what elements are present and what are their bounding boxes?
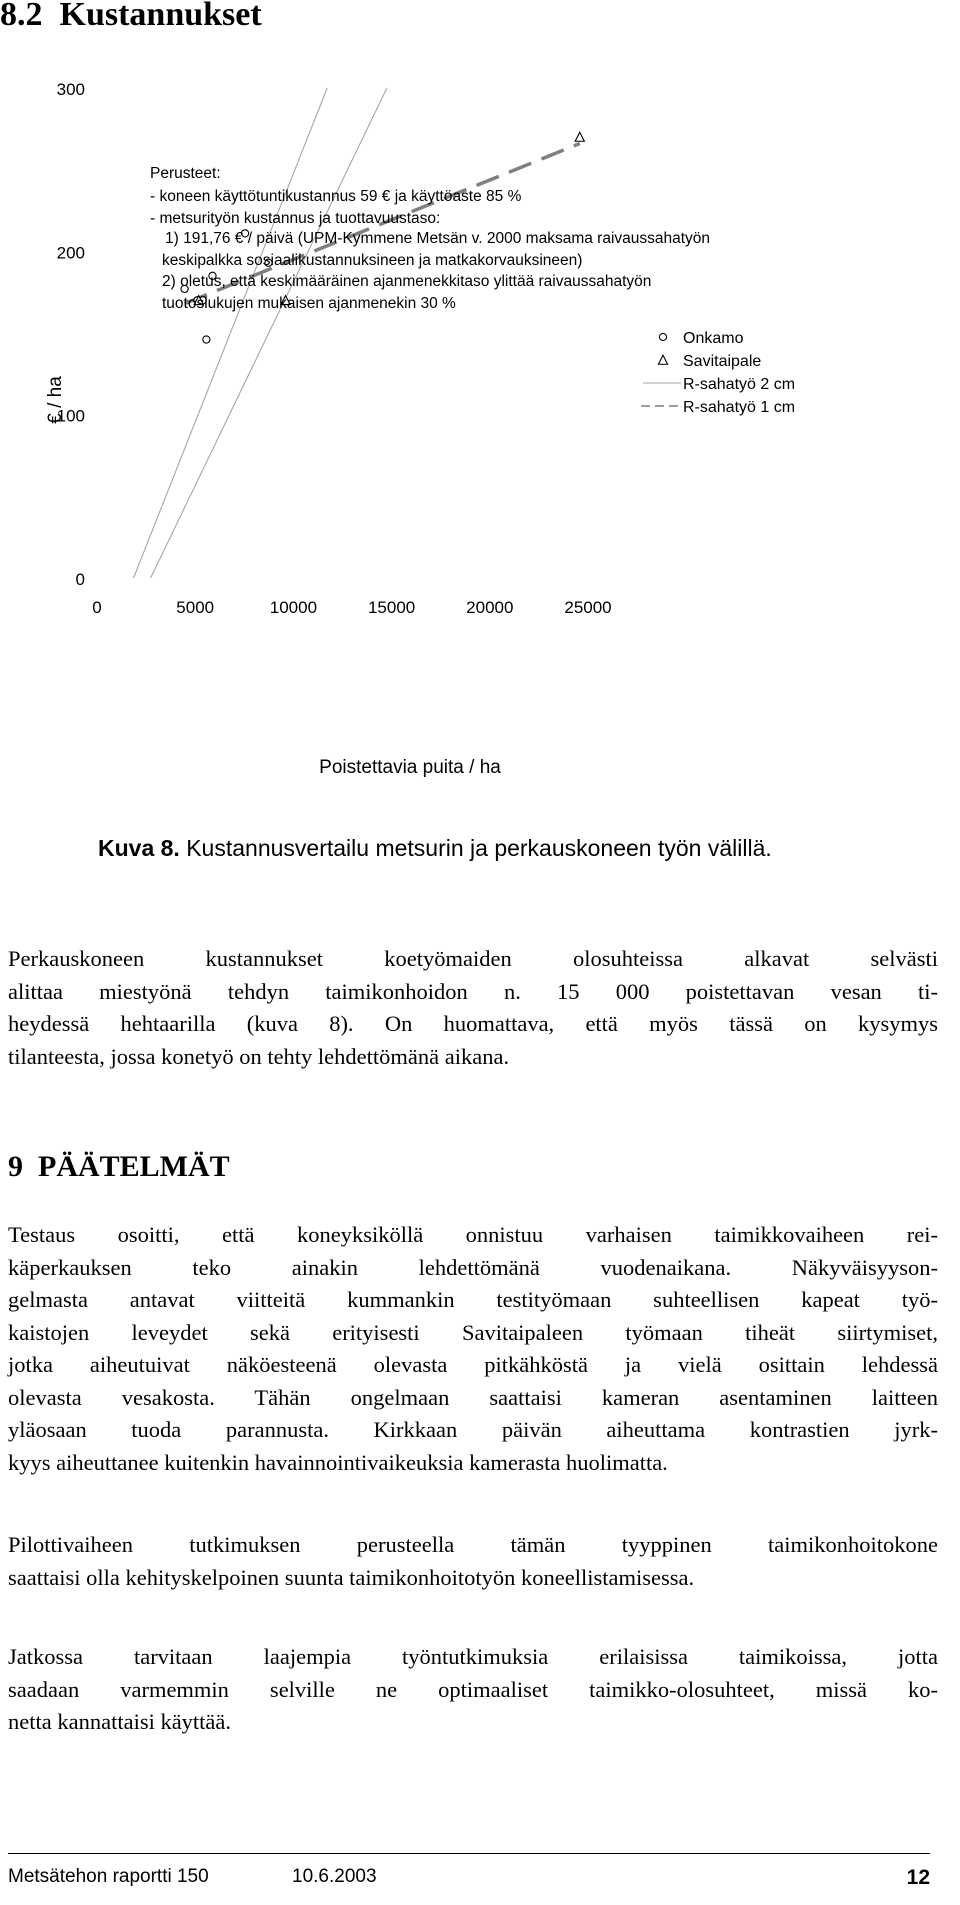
cost-comparison-chart: [0, 60, 960, 800]
line-secondary: [151, 88, 387, 578]
note-line: keskipalkka sosiaalikustannuksineen ja matkakorvauksineen): [162, 252, 583, 269]
figure-caption: [98, 835, 772, 862]
y-axis-label: € / ha: [45, 376, 66, 424]
legend-entry: R-sahatyö 1 cm: [683, 399, 796, 416]
text-line: Jatkossa tarvitaan laajempia työntutkimuksia erilaisissa taimikoissa, jotta: [8, 1644, 938, 1669]
text-line: saattaisi olla kehityskelpoinen suunta taimikonhoitotyön koneellistamisessa.: [8, 1564, 695, 1590]
note-line: - koneen käyttötuntikustannus 59 € ja käyttöaste 85 %: [150, 188, 522, 205]
note-line: 1) 191,76 € / päivä (UPM-Kymmene Metsän v. 2000 maksama raivaussahatyön: [165, 230, 711, 247]
text-line: Pilottivaiheen tutkimuksen perusteella tämän tyyppinen taimikonhoitokone: [8, 1532, 938, 1557]
text-line: tilanteesta, jossa konetyö on tehty lehdettömänä aikana.: [8, 1043, 510, 1069]
note-line: Perusteet:: [150, 165, 221, 182]
x-tick-labels: [92, 598, 611, 617]
series-lines: [134, 88, 583, 578]
figure-caption-text: Kustannusvertailu metsurin ja perkauskoneen työn välillä.: [179, 835, 772, 861]
y-tick-label: 300: [56, 80, 85, 99]
text-line: netta kannattaisi käyttää.: [8, 1709, 232, 1734]
legend-entry: Savitaipale: [683, 353, 762, 370]
x-tick-label: 5000: [176, 598, 215, 617]
chapter-heading: [8, 1150, 230, 1184]
text-line: kyys aiheuttanee kuitenkin havainnointivaikeuksia kamerasta huolimatta.: [8, 1449, 668, 1475]
text-line: olevasta vesakosta. Tähän ongelmaan saattaisi kameran asentaminen laitteen: [8, 1384, 938, 1410]
savitaipale-point: [575, 132, 584, 141]
x-tick-label: 0: [92, 598, 102, 617]
note-line: tuotoslukujen mukaisen ajanmenekin 30 %: [162, 295, 456, 312]
text-line: Testaus osoitti, että koneyksiköllä onnistuu varhaisen taimikkovaiheen rei-: [8, 1222, 938, 1247]
onkamo-point: [203, 336, 210, 343]
x-tick-label: 20000: [466, 598, 514, 617]
assumptions-note: [150, 165, 710, 312]
text-line: yläosaan tuoda parannusta. Kirkkaan päivän aiheuttama kontrastien jyrk-: [8, 1417, 938, 1442]
footer-publication: Metsätehon raportti 150: [8, 1866, 209, 1887]
chapter-number: 9: [8, 1150, 23, 1183]
footer-date: 10.6.2003: [292, 1866, 377, 1887]
section-number: 8.2: [0, 0, 43, 33]
x-axis-label: Poistettavia puita / ha: [319, 757, 501, 778]
note-line: - metsurityön kustannus ja tuottavuustaso:: [150, 210, 441, 227]
x-tick-label: 15000: [367, 598, 416, 617]
paragraph-cost-results: [8, 943, 938, 1073]
paragraph-conclusions: [8, 1219, 938, 1479]
text-line: käperkauksen teko ainakin lehdettömänä vuodenaikana. Näkyväisyyson-: [8, 1254, 938, 1280]
section-heading: [0, 0, 262, 34]
legend-entry: R-sahatyö 2 cm: [683, 376, 796, 393]
footer-page-number: 12: [906, 1866, 930, 1889]
x-tick-label: 25000: [564, 598, 612, 617]
footer-rule: [8, 1853, 930, 1854]
line-r-sahatyo-2cm: [134, 88, 328, 578]
section-title: Kustannukset: [59, 0, 262, 33]
legend-marker-onkamo: [659, 333, 666, 340]
chapter-title: PÄÄTELMÄT: [38, 1150, 230, 1183]
text-line: saadaan varmemmin selville ne optimaaliset taimikko-olosuhteet, missä ko-: [8, 1676, 938, 1702]
legend-marker-savitaipale: [658, 355, 667, 364]
text-line: alittaa miestyönä tehdyn taimikonhoidon n. 15 000 poistettavan vesan ti-: [8, 978, 938, 1004]
y-tick-label: 0: [75, 570, 85, 589]
legend-entry: Onkamo: [683, 330, 744, 347]
text-line: Perkauskoneen kustannukset koetyömaiden olosuhteissa alkavat selvästi: [8, 946, 938, 971]
text-line: heydessä hehtaarilla (kuva 8). On huomattava, että myös tässä on kysymys: [8, 1011, 938, 1036]
y-tick-label: 100: [56, 406, 85, 426]
text-line: gelmasta antavat viitteitä kummankin testityömaan suhteellisen kapeat työ-: [8, 1287, 938, 1312]
paragraph-pilot: [8, 1529, 938, 1594]
text-line: kaistojen leveydet sekä erityisesti Savitaipaleen työmaan tiheät siirtymiset,: [8, 1319, 938, 1345]
x-tick-label: 10000: [269, 598, 318, 617]
note-line: 2) oletus, että keskimääräinen ajanmenekkitaso ylittää raivaussahatyön: [162, 273, 652, 290]
figure-label: Kuva 8.: [98, 835, 180, 861]
chart-legend: [641, 330, 795, 416]
y-tick-label: 200: [56, 243, 85, 263]
paragraph-future-research: [8, 1641, 938, 1739]
text-line: jotka aiheutuivat näköesteenä olevasta pitkähköstä ja vielä osittain lehdessä: [8, 1352, 938, 1377]
y-tick-labels: [57, 80, 85, 589]
